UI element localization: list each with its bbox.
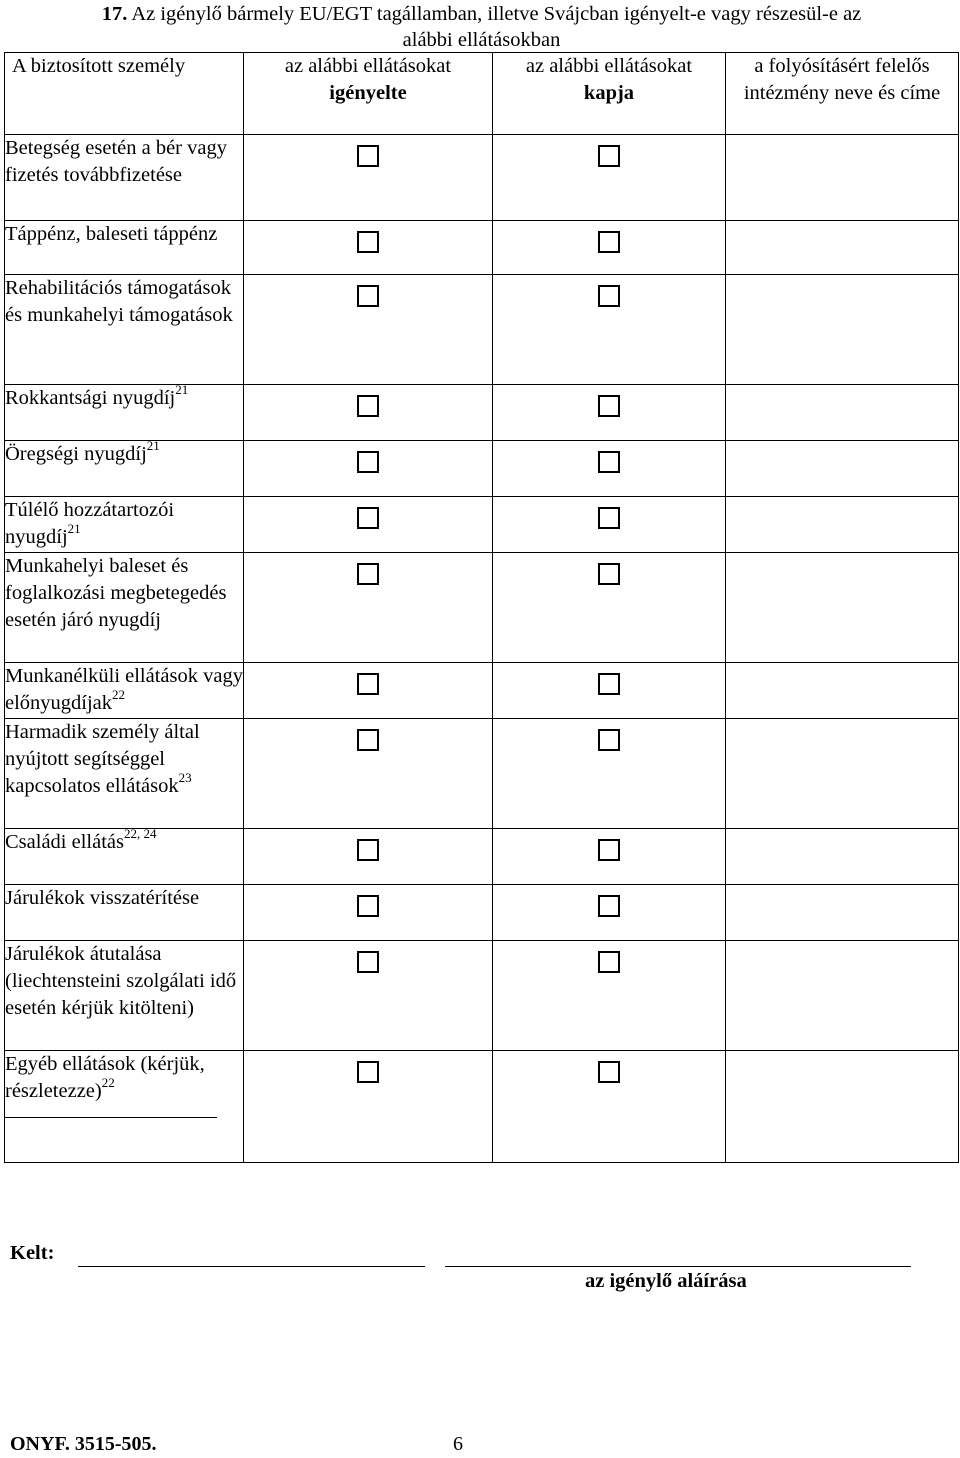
benefit-label: Egyéb ellátások (kérjük, részletezze) xyxy=(5,1053,205,1102)
claimed-checkbox[interactable] xyxy=(357,563,379,585)
col-header-claimed-bold: igényelte xyxy=(329,82,407,104)
receives-checkbox-cell xyxy=(493,885,726,941)
section-number: 17. xyxy=(101,3,128,25)
claimed-checkbox[interactable] xyxy=(357,395,379,417)
institution-cell[interactable] xyxy=(726,885,959,941)
receives-checkbox[interactable] xyxy=(598,1061,620,1083)
claimed-checkbox[interactable] xyxy=(357,231,379,253)
col-header-claimed-top: az alábbi ellátásokat xyxy=(284,55,452,77)
form-code: ONYF. 3515-505. xyxy=(10,1433,157,1455)
benefit-label-cell xyxy=(5,719,244,829)
receives-checkbox[interactable] xyxy=(598,951,620,973)
claimed-checkbox[interactable] xyxy=(357,673,379,695)
institution-cell[interactable] xyxy=(726,135,959,221)
claimed-checkbox-cell xyxy=(244,135,493,221)
table-row xyxy=(5,497,959,553)
receives-checkbox-cell xyxy=(493,1051,726,1163)
table-row xyxy=(5,1051,959,1163)
receives-checkbox[interactable] xyxy=(598,451,620,473)
claimed-checkbox[interactable] xyxy=(357,1061,379,1083)
receives-checkbox-cell xyxy=(493,221,726,275)
receives-checkbox[interactable] xyxy=(598,729,620,751)
col-header-insured: A biztosított személy xyxy=(5,53,244,135)
receives-checkbox-cell xyxy=(493,385,726,441)
col-header-receives xyxy=(493,53,726,135)
footnote-ref: 21 xyxy=(67,521,81,537)
receives-checkbox[interactable] xyxy=(598,395,620,417)
section-heading xyxy=(4,1,959,53)
claimed-checkbox[interactable] xyxy=(357,729,379,751)
claimed-checkbox-cell xyxy=(244,385,493,441)
benefit-label: Járulékok visszatérítése xyxy=(5,887,200,909)
col-header-receives-bold: kapja xyxy=(583,82,635,104)
footnote-ref: 22 xyxy=(101,1075,115,1091)
receives-checkbox-cell xyxy=(493,663,726,719)
footnote-ref: 23 xyxy=(178,770,192,786)
institution-cell[interactable] xyxy=(726,221,959,275)
receives-checkbox[interactable] xyxy=(598,563,620,585)
institution-cell[interactable] xyxy=(726,553,959,663)
institution-cell[interactable] xyxy=(726,385,959,441)
date-line[interactable] xyxy=(78,1266,425,1267)
benefit-label-cell xyxy=(5,941,244,1051)
section-title-line1: Az igénylő bármely EU/EGT tagállamban, illetve Svájcban igényelt-e vagy részesül-e az xyxy=(131,3,862,25)
claimed-checkbox-cell xyxy=(244,829,493,885)
table-row xyxy=(5,135,959,221)
benefit-label-cell xyxy=(5,553,244,663)
table-row xyxy=(5,829,959,885)
claimed-checkbox[interactable] xyxy=(357,285,379,307)
institution-cell[interactable] xyxy=(726,1051,959,1163)
benefit-label: Rehabilitációs támogatások és munkahelyi támogatások xyxy=(5,277,233,326)
col-header-claimed xyxy=(244,53,493,135)
benefit-label-cell xyxy=(5,438,244,497)
benefit-label-cell xyxy=(5,275,244,385)
benefit-label: Munkahelyi baleset és foglalkozási megbetegedés esetén járó nyugdíj xyxy=(5,555,227,631)
benefit-label: Betegség esetén a bér vagy fizetés továbbfizetése xyxy=(5,137,227,186)
receives-checkbox-cell xyxy=(493,829,726,885)
claimed-checkbox[interactable] xyxy=(357,145,379,167)
table-row xyxy=(5,441,959,497)
receives-checkbox-cell xyxy=(493,941,726,1051)
col-header-receives-top: az alábbi ellátásokat xyxy=(525,55,693,77)
table-row xyxy=(5,941,959,1051)
receives-checkbox[interactable] xyxy=(598,895,620,917)
claimed-checkbox[interactable] xyxy=(357,507,379,529)
table-row xyxy=(5,719,959,829)
benefit-label: Családi ellátás xyxy=(5,831,124,853)
institution-cell[interactable] xyxy=(726,497,959,553)
claimed-checkbox[interactable] xyxy=(357,951,379,973)
other-benefits-fill-line[interactable] xyxy=(5,1105,217,1118)
receives-checkbox[interactable] xyxy=(598,285,620,307)
section-title-line2: alábbi ellátásokban xyxy=(402,29,561,51)
benefits-table xyxy=(4,52,959,1163)
benefit-label: Munkanélküli ellátások vagy előnyugdíjak xyxy=(5,665,243,714)
table-row xyxy=(5,385,959,441)
benefit-rows xyxy=(5,135,959,1163)
benefit-label: Táppénz, baleseti táppénz xyxy=(5,223,218,245)
receives-checkbox-cell xyxy=(493,135,726,221)
receives-checkbox[interactable] xyxy=(598,507,620,529)
signature-label: az igénylő aláírása xyxy=(585,1270,747,1292)
page-number: 6 xyxy=(453,1433,463,1455)
institution-cell[interactable] xyxy=(726,663,959,719)
institution-cell[interactable] xyxy=(726,441,959,497)
receives-checkbox[interactable] xyxy=(598,839,620,861)
claimed-checkbox-cell xyxy=(244,497,493,553)
receives-checkbox[interactable] xyxy=(598,231,620,253)
benefit-label: Harmadik személy által nyújtott segítséggel kapcsolatos ellátások xyxy=(5,721,200,797)
receives-checkbox-cell xyxy=(493,441,726,497)
benefit-label-cell xyxy=(5,826,244,885)
claimed-checkbox[interactable] xyxy=(357,895,379,917)
institution-cell[interactable] xyxy=(726,941,959,1051)
claimed-checkbox-cell xyxy=(244,441,493,497)
benefit-label-cell xyxy=(5,663,244,719)
receives-checkbox-cell xyxy=(493,553,726,663)
claimed-checkbox[interactable] xyxy=(357,839,379,861)
benefit-label: Járulékok átutalása (liechtensteini szolgálati idő esetén kérjük kitölteni) xyxy=(5,943,237,1019)
table-row xyxy=(5,663,959,719)
table-row xyxy=(5,553,959,663)
claimed-checkbox-cell xyxy=(244,719,493,829)
institution-cell[interactable] xyxy=(726,719,959,829)
claimed-checkbox-cell xyxy=(244,1051,493,1163)
footnote-ref: 21 xyxy=(175,382,189,398)
claimed-checkbox[interactable] xyxy=(357,451,379,473)
claimed-checkbox-cell xyxy=(244,275,493,385)
table-row xyxy=(5,275,959,385)
benefit-label: Rokkantsági nyugdíj xyxy=(5,387,176,409)
benefit-label: Öregségi nyugdíj xyxy=(5,443,147,465)
claimed-checkbox-cell xyxy=(244,885,493,941)
footnote-ref: 21 xyxy=(146,438,160,454)
col-header-institution: a folyósításért felelős intézmény neve és címe xyxy=(726,53,959,135)
footnote-ref: 22, 24 xyxy=(123,826,157,842)
receives-checkbox[interactable] xyxy=(598,145,620,167)
benefit-label-cell xyxy=(5,135,244,221)
table-row xyxy=(5,885,959,941)
institution-cell[interactable] xyxy=(726,275,959,385)
table-row xyxy=(5,221,959,275)
footnote-ref: 22 xyxy=(112,687,126,703)
claimed-checkbox-cell xyxy=(244,663,493,719)
benefit-label-cell xyxy=(5,1051,244,1163)
kelt-label: Kelt: xyxy=(10,1242,55,1264)
receives-checkbox-cell xyxy=(493,719,726,829)
benefit-label-cell xyxy=(5,885,244,941)
benefit-label-cell xyxy=(5,221,244,275)
receives-checkbox-cell xyxy=(493,275,726,385)
benefit-label: Túlélő hozzátartozói nyugdíj xyxy=(5,499,175,548)
receives-checkbox[interactable] xyxy=(598,673,620,695)
claimed-checkbox-cell xyxy=(244,553,493,663)
claimed-checkbox-cell xyxy=(244,221,493,275)
header-row xyxy=(5,53,959,135)
signature-line[interactable] xyxy=(445,1266,911,1267)
receives-checkbox-cell xyxy=(493,497,726,553)
benefit-label-cell xyxy=(5,382,244,441)
claimed-checkbox-cell xyxy=(244,941,493,1051)
institution-cell[interactable] xyxy=(726,829,959,885)
benefit-label-cell xyxy=(5,497,244,553)
